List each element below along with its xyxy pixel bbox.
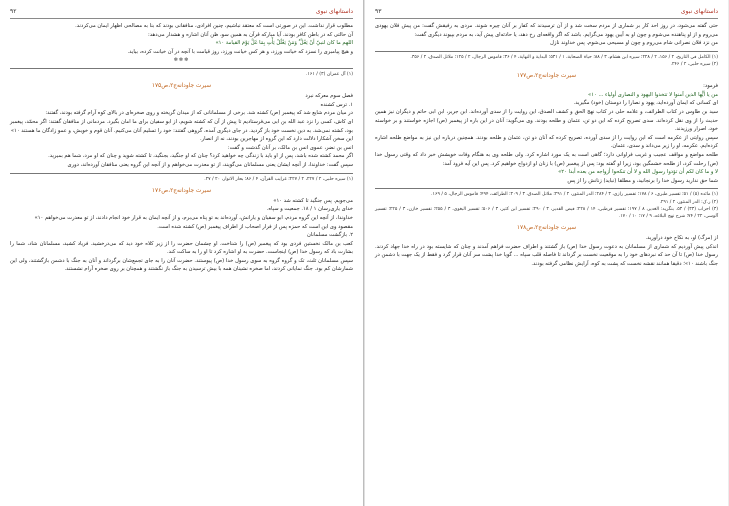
paragraph: ای کسانی که ایمان آورده‌اید، یهود و نصارا را دوستان (خود) مگیرید. bbox=[573, 100, 718, 107]
footnote: (۱) آل عمران (۳) / ۱۶۱. bbox=[305, 71, 353, 77]
section-heading: سیرت جاودانه‌ج۲،ص۱۷۵ bbox=[151, 83, 212, 90]
section-heading: سیرت جاودانه‌ج۲،ص۱۷۷ bbox=[516, 73, 577, 80]
quran-verse: لا و ما كان لكم أن تؤذوا رسول الله و لا أن تنكحوا أزواجه من بعده أبدا ۲۰» bbox=[558, 169, 718, 176]
right-header-title: داستانهای نبوی bbox=[680, 7, 718, 15]
right-page-body bbox=[375, 22, 718, 269]
paragraph: خداوندا، از آنچه این گروه مردم، ابو سفیان و یارانش، آورده‌اند به تو پناه می‌برم، و از آنچه ایمان به قرار خود انجام دادند، از تو معذرت می‌خواهم ۱۰» bbox=[34, 214, 353, 221]
section-heading: سیرت جاودانه‌ج۲،ص۱۷۶ bbox=[151, 187, 212, 194]
footnote: (۳) احزاب (۳۳) / ۵۳. بنگرید: الغدیر، ۸ / ۱۹۷؛ تفسیر قرطبی، ۱۴ / ۲۲۸؛ فیض القدیر، ۳ / ۲۹۰؛ تفسیر ابن کثیر، ۳ / ۵۰۶؛ تفسیر البغوی، ۳ / ۲۵۵؛ تفسیر خازن، ۳ / ۲۲۵؛ تفسیر آلوسی، ۲۲ / ۷۴؛ شرح نهج البلاغه، ۹ / ۱۷؛ ۱۰ / ۱۷۰. bbox=[375, 206, 719, 219]
paragraph: کعب بن مالک نخستین فردی بود که پیغمبر (ص) را شناخت. او چشمان حضرت را از زیر کلاه خود دید که می‌درخشید. فریاد کشید، مسلمانان شاد، شما را بشارت باد که رسول خدا (ص) اینجاست. حضرت به او اشاره کرد تا او را به ساکت کند. bbox=[10, 240, 353, 256]
paragraph: من نزد فلان نصرانی شام می‌روم و چون او مسیحی می‌شوم. پس خداوند نازل bbox=[550, 40, 718, 47]
paragraph: آن حالتی که در باطن کافر بودند. آیا مبارکه قرآن به همین سو، ظن آنان اشاره و هشدار می‌دهد: bbox=[147, 31, 353, 38]
left-page-number: ۹۲ bbox=[10, 7, 17, 15]
footnote-rule bbox=[10, 68, 353, 69]
paragraph: سپس مسلمانان ثلث، تک و گروه گروه به سوی رسول خدا (ص) پیوستند. حضرت آنان را به جای تجمع‌شان برگرداند و آنان به جنگ با دشمن بازگشتند، ولی این شمارشان کم بود. جنگ نمایانی کردند، اما صخره نشینان همه با بیش ترسیدن به جنگ باز نگشتند و همچنان بر روی صخره آرام نشستند. bbox=[10, 257, 353, 273]
subsection-title: ۱. ترس کشنده bbox=[320, 101, 353, 108]
footnote: (۱) مائده (۵) / ۵۱؛ تفسیر طبری، ۶ / ۱۷۸؛ تفسیر رازی، ۳ / ۲۸۴؛ الدر المنثور، ۲ / ۲۹۱؛ ملاتل الصدق، ۳ / ۲۰۹؛ الطرائف، ۴۹۴؛ قاموس الرجال، ۵ / ۱۶۹. bbox=[431, 192, 718, 198]
paragraph: از (مرگ) او، به نکاح خود درآورید. bbox=[645, 235, 718, 242]
paragraph: سپس روایتی از عکرمه است که این روایت را از سدی آورده، تصریح کرده که آنان دو تن، عثمان و طلحه بودند. همچنین درباره این نیز به مواضع طلحه اشاره کرده‌ایم. عکرمه، او را زیر می‌داند و سدی، عثمان. bbox=[375, 134, 718, 150]
left-page-header bbox=[10, 6, 353, 19]
paragraph: شما حق ندارید رسول خدا را برنجانید، و مطلقا (نباید) زنانش را از پس bbox=[567, 177, 718, 184]
right-page-header bbox=[375, 6, 718, 19]
paragraph: در میان مردم شایع شد که پیغمبر (ص) کشته شد. برخی از مسلمانانی که از میدان گریخته و روی صخره‌ای در بالای کوه آرام گرفته بودند، گفتند: bbox=[45, 110, 353, 117]
paragraph: می‌جویم. پس جنگید تا کشته شد ۱۰» bbox=[273, 197, 353, 204]
paragraph: مطلوب قرار نداشت. این در صورتی است که معتقد نباشیم، چنین افرادی، منافقانی بودند که بنا به مصالحی اظهار ایمان می‌کردند. bbox=[75, 23, 353, 29]
subsection-title: ۲. بازگشت مسلمانان bbox=[306, 232, 353, 239]
paragraph: حتی گفته می‌شود، در روز احد کار بر شماری از مردم سخت شد و از آن ترسیدند که کفار بر آنان چیره شوند. مردی به رفیقش گفت: من پیش فلان یهودی می‌روم و از او پناهنده می‌شوم و چون او به آیین یهود می‌گرایم. باشد که اگر واقعه‌ای رخ دهد، یا حادثه‌ای پیش آید، به مردم بپیوند دیگری گفت: bbox=[375, 23, 718, 38]
chapter-title: فصل سوم معرکه نبرد bbox=[305, 93, 353, 100]
footnote-rule bbox=[10, 173, 353, 174]
paragraph: طلحه مواضع و مواقف عجیب و غریب فراوانی دارد؛ گاهی است به یک مورد اشاره کرد. ولی طلحه وی به هنگام وفات خویشش خبر داد که وقتی رسول خدا (ص) رحلت کرد، از طلحه خشمگین بود، زیرا او گفته بود: پس از پیغمبر (ص) با زنان او ازدواج خواهیم کرد. پس این آیه فرود آمد: bbox=[375, 151, 718, 167]
footnote: (۲) ر.ک: الدر المنثور، ۲ / ۲۹۱. bbox=[659, 199, 718, 205]
paragraph: ای کاش، کسی را نزد عبد الله بن ابی می‌فرستادیم تا پیش از آن که کشته شویم، از ابو سفیان برای ما امان بگیرد. مردمانی از منافقان گفتند: اگر محمّد، پیغمبر بود، کشته نمی‌شد. به دین نخست خود باز گردید. در جای دیگری آمده، گروهی گفتند: خود را تسلیم آنان می‌کنیم. آنان قوم و خویش، و عمو زادگان ما هستند ۱۰» bbox=[10, 118, 353, 134]
paragraph: اندکی پیش آوردیم که شماری از مسلمانان به دعوت رسول خدا (ص) باز گشتند و اطراف حضرت فراهم آمدند و چنان که شایسته بود در راه خدا جهاد کردند. رسول خدا (ص) تا آن حد که نبردهای خود را به موقعیت نخست بر گرداند تا فاصله قلب سپاه ... گویا خدا پشت سر آنان قرار گرد و فقط از یک جهت با دشمن در جنگ باشند ۱۰»؛ دقیقا همانند نقشه نخست که پشت به کوه، آرایش نظامی گرفته بودند. bbox=[375, 243, 718, 267]
footnote-rule bbox=[375, 188, 718, 189]
right-page-number: ۹۳ bbox=[375, 7, 382, 15]
paragraph: فرمود: bbox=[703, 83, 718, 90]
left-page-body bbox=[10, 22, 353, 274]
section-heading: سیرت جاودانه‌ج۲،ص۱۷۸ bbox=[516, 225, 577, 232]
footnote: (۱) الكامل في التاريخ، ۲ / ۱۵۶، ۲ / ۲۲۸؛ سيره ابن هشام، ۳ / ۸۸؛ حياة الصحابة، ۱ / ۵۳۱؛ البداية و النهاية، ۴ / ۳۶؛ قاموس الرجال، ۲ / ۱۲۵؛ ملاتل الصدق، ۲ / ۳۵۶. bbox=[410, 54, 718, 60]
paragraph: اگر محمد کشته شده باشد، پس از او باید با زندگی چه خواهید کرد؟ چنان که او جنگید، بجنگید، تا کشته شوید و چنان که او مرد، شما هم بمیرید. bbox=[48, 153, 353, 160]
quran-verse: من يا أيُّها الذين آمنوا لا تتخذوا اليهود و النصارى أولياء ... ۱۰» bbox=[588, 91, 718, 98]
paragraph: خدای یاری‌رسان ۱ / ۱۸. جمعیت و سپاه. bbox=[266, 206, 353, 213]
paragraph: سپس گفت: خداوندا، از آنچه ایشان یعنی مسلمانان می‌گویند، از تو معذرت می‌خواهم و از آنچه این گروه یعنی منافقان آورده‌اند، دوری bbox=[67, 161, 353, 168]
paragraph: سید بن طاوس در کتاب الطرائف، و علامه حلی در کتاب نهج الحق و کشف الصدق، این روایت را از سدی آورده‌اند. ابن جریر، ابن ابی حاتم و دیگران نیز همین حدیث را از وی نقل کرده‌اند. سدی تصریح کرده که این دو تن، عثمان و طلحه بودند. وی می‌گوید: آنان در این باره از پیغمبر (ص) اجازه خواستند و بر خواسته خود، اصرار ورزیدند. bbox=[375, 108, 718, 133]
paragraph: انس بن نضر، عموی انس بن مالک، بر آنان گذشت و گفت: bbox=[227, 144, 353, 151]
paragraph: مقصود وی این است که حمزه پس از فرار اصحاب از اطراف پیغمبر (ص) کشته شده است. bbox=[157, 223, 353, 230]
paragraph: این سخن آشکارا دلالت دارد که این گروه از مهاجرین بودند، نه از انصار. bbox=[200, 136, 353, 143]
left-page bbox=[0, 0, 364, 506]
left-header-title: داستانهای نبوی bbox=[315, 7, 353, 15]
footnote-rule bbox=[375, 51, 718, 52]
paragraph: و هیچ پیامبری را نسزد که خیانت ورزد، و هر کس خیانت ورزد، روز قیامت با آنچه در آن خیانت کرده، بیاید. bbox=[127, 48, 353, 55]
footnote: (۱) سیره حلبی، ۲ / ۲۲۷، ۲ / ۲۲۷؛ غرایب القرآن، ۴ / ۸۶؛ بحار الانوار، ۲۰ / ۲۷. bbox=[204, 176, 353, 182]
quran-verse: اللهم ما كان لنبيّ أنْ يَغُلَّ ۚ وَمَنْ يَغْلُلْ يَأْتِ بِمَا غَلَّ يَوْمَ القيامة ۱۰» bbox=[215, 40, 353, 47]
right-page bbox=[364, 0, 728, 506]
footnote: (۲) سیره حلبی، ۲ / ۲۴۶. bbox=[670, 61, 718, 67]
section-divider-stars: ✽✽✽ bbox=[173, 57, 190, 64]
